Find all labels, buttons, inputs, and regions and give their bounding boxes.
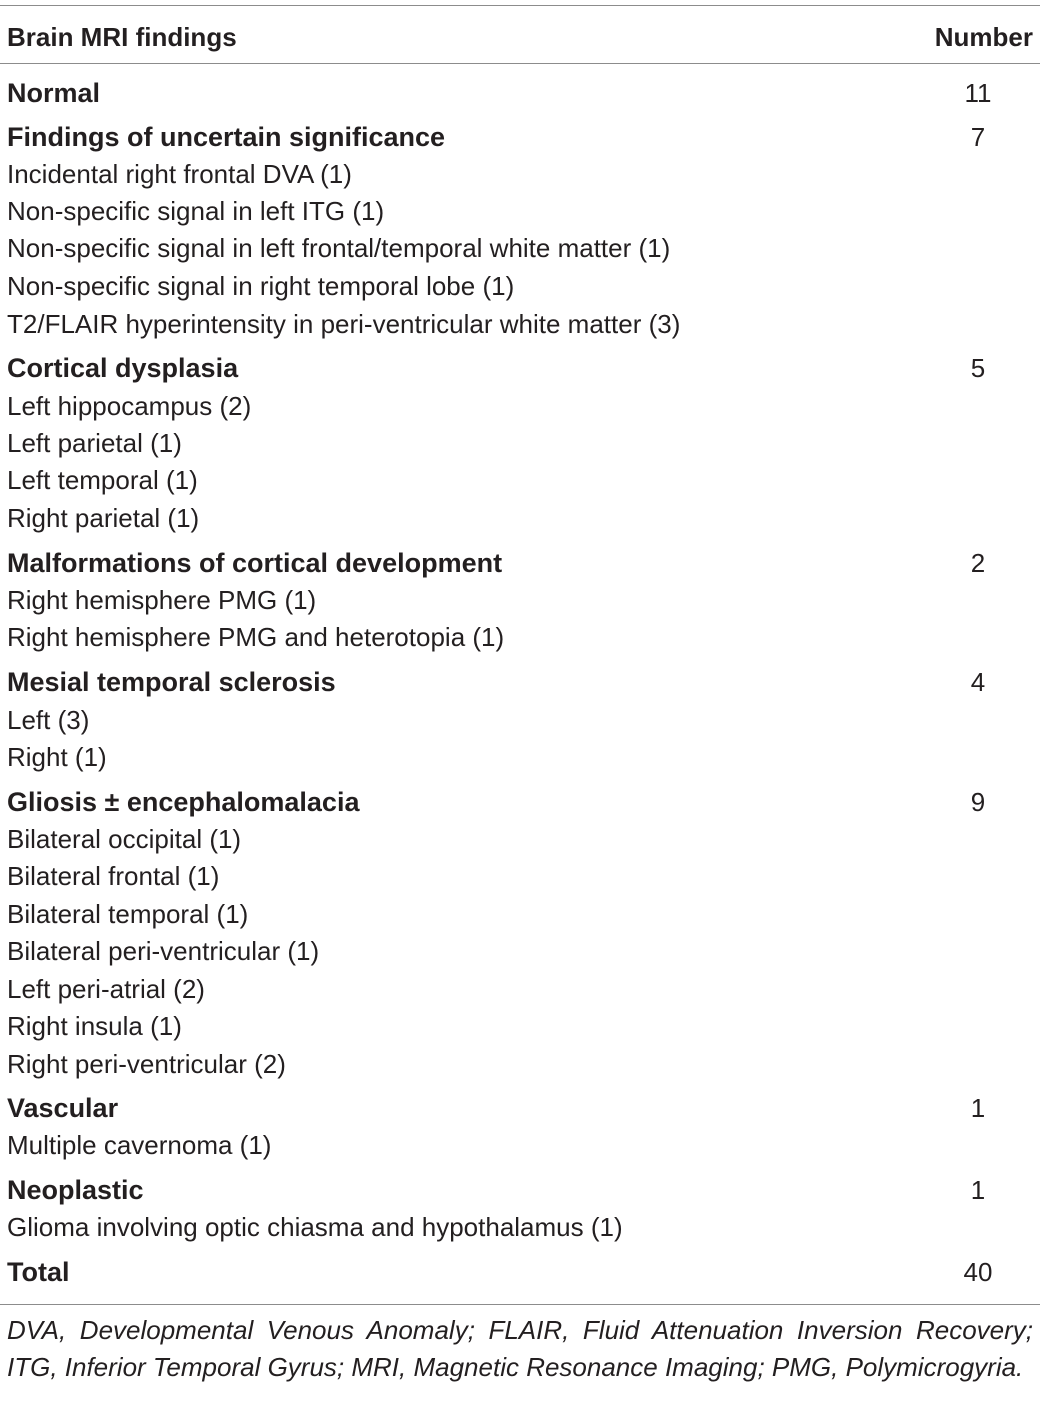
row-label: Non-specific signal in right temporal lobe (1) — [7, 271, 515, 301]
header-rule — [0, 63, 1040, 64]
row-label: Bilateral peri-ventricular (1) — [7, 936, 320, 966]
table-row — [0, 664, 1040, 701]
table-row — [0, 739, 1040, 776]
row-label: Vascular — [7, 1093, 119, 1123]
row-label: Bilateral temporal (1) — [7, 899, 249, 929]
row-label: Cortical dysplasia — [7, 353, 239, 383]
row-label: T2/FLAIR hyperintensity in peri-ventricular white matter (3) — [7, 309, 681, 339]
row-label: Right hemisphere PMG (1) — [7, 585, 317, 615]
row-label: Multiple cavernoma (1) — [7, 1130, 272, 1160]
header-findings: Brain MRI findings — [7, 22, 237, 52]
table-row — [0, 462, 1040, 499]
row-label: Total — [7, 1257, 70, 1287]
table-row — [0, 1046, 1040, 1083]
table-row — [0, 1127, 1040, 1164]
row-label: Incidental right frontal DVA (1) — [7, 159, 352, 189]
row-number: 40 — [963, 1257, 993, 1287]
row-label: Left (3) — [7, 705, 90, 735]
row-number: 9 — [970, 787, 986, 817]
row-label: Right insula (1) — [7, 1011, 182, 1041]
table-row — [0, 156, 1040, 193]
row-label: Right (1) — [7, 742, 107, 772]
table-row — [0, 119, 1040, 156]
table-row — [0, 500, 1040, 537]
row-number: 1 — [970, 1093, 986, 1123]
top-rule — [0, 5, 1040, 6]
table-row — [0, 1172, 1040, 1209]
row-label: Non-specific signal in left ITG (1) — [7, 196, 385, 226]
row-label: Mesial temporal sclerosis — [7, 667, 336, 697]
row-label: Left peri-atrial (2) — [7, 974, 205, 1004]
table-row — [0, 75, 1040, 112]
row-number: 2 — [970, 548, 986, 578]
table-row — [0, 1090, 1040, 1127]
table-row — [0, 425, 1040, 462]
table-row — [0, 230, 1040, 267]
row-number: 5 — [970, 353, 986, 383]
table-row — [0, 268, 1040, 305]
table-row — [0, 784, 1040, 821]
row-label: Left parietal (1) — [7, 428, 182, 458]
row-number: 4 — [970, 667, 986, 697]
row-label: Right parietal (1) — [7, 503, 200, 533]
row-label: Malformations of cortical development — [7, 548, 503, 578]
row-label: Normal — [7, 78, 101, 108]
row-label: Bilateral occipital (1) — [7, 824, 242, 854]
table-row — [0, 821, 1040, 858]
table-row — [0, 350, 1040, 387]
table-row — [0, 545, 1040, 582]
table-row — [0, 896, 1040, 933]
table-row — [0, 858, 1040, 895]
table-row — [0, 1209, 1040, 1246]
table-row — [0, 193, 1040, 230]
footnote: DVA, Developmental Venous Anomaly; FLAIR, Fluid Attenuation Inversion Recovery; ITG, Inferior Temporal Gyrus; MRI, Magnetic Resonance Imaging; PMG, Polymicrogyria. — [7, 1315, 1033, 1382]
header-number: Number — [934, 22, 1033, 52]
row-label: Non-specific signal in left frontal/temporal white matter (1) — [7, 233, 671, 263]
row-label: Neoplastic — [7, 1175, 144, 1205]
row-label: Right peri-ventricular (2) — [7, 1049, 286, 1079]
row-number: 11 — [964, 78, 992, 108]
row-label: Left temporal (1) — [7, 465, 198, 495]
table-row — [0, 388, 1040, 425]
row-label: Gliosis ± encephalomalacia — [7, 787, 360, 817]
row-label: Findings of uncertain significance — [7, 122, 446, 152]
table-row — [0, 702, 1040, 739]
row-label: Bilateral frontal (1) — [7, 861, 220, 891]
row-label: Right hemisphere PMG and heterotopia (1) — [7, 622, 505, 652]
bottom-rule — [0, 1304, 1040, 1305]
table-row — [0, 1008, 1040, 1045]
table-row — [0, 582, 1040, 619]
row-number: 1 — [970, 1175, 986, 1205]
row-label: Left hippocampus (2) — [7, 391, 252, 421]
table-row — [0, 619, 1040, 656]
table-row — [0, 1254, 1040, 1291]
table-row — [0, 971, 1040, 1008]
table-row — [0, 933, 1040, 970]
row-label: Glioma involving optic chiasma and hypothalamus (1) — [7, 1212, 623, 1242]
table-row — [0, 306, 1040, 343]
row-number: 7 — [970, 122, 986, 152]
